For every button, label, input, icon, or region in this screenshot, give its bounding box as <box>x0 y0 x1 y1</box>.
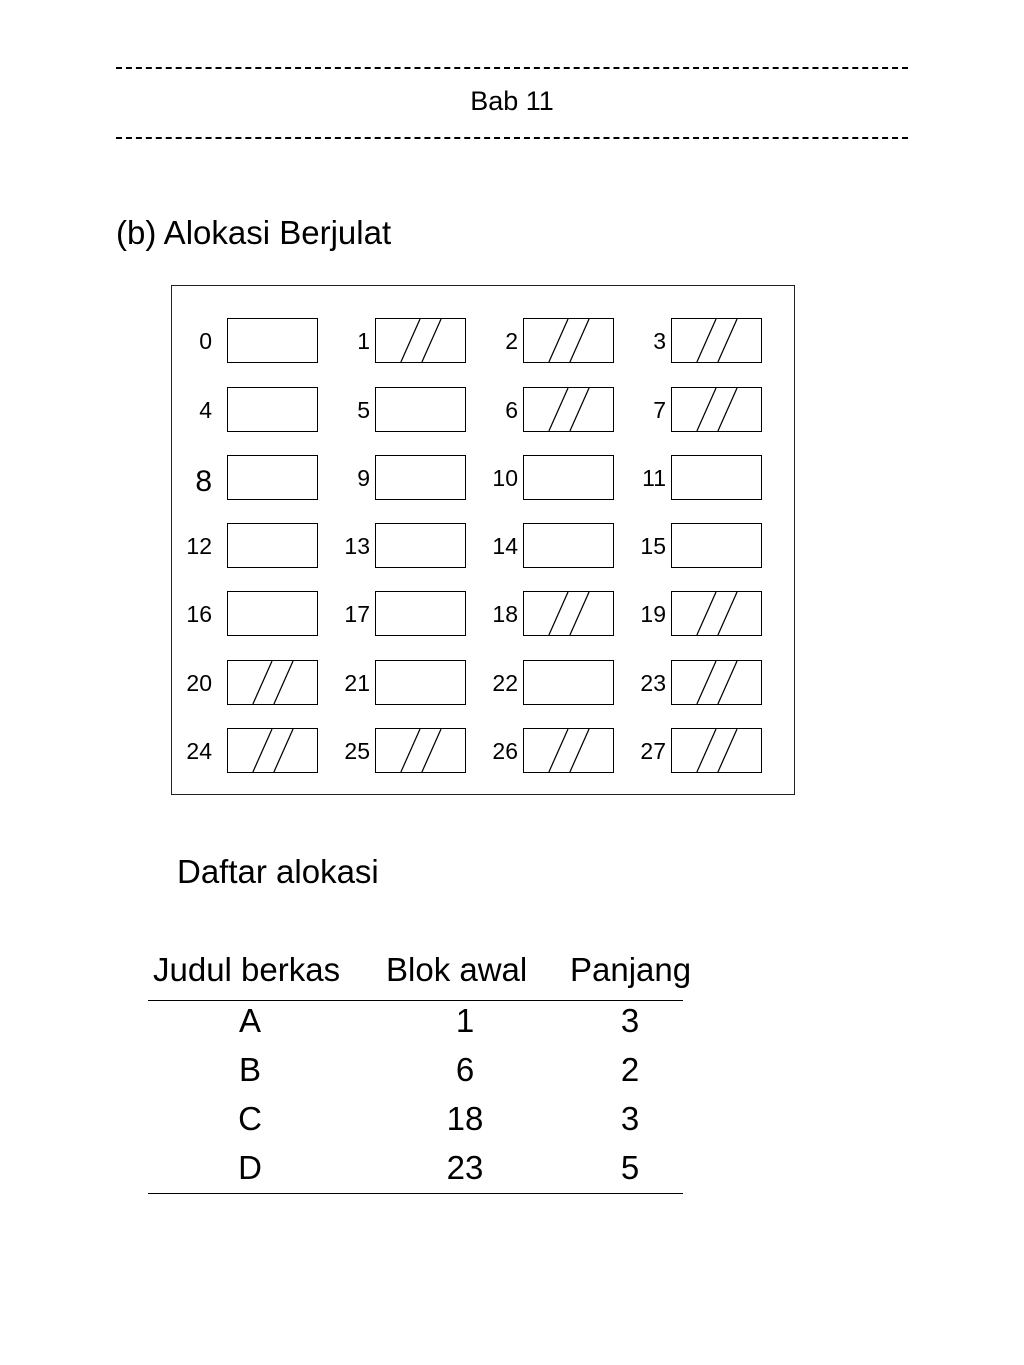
block-free <box>671 523 762 568</box>
block-number: 19 <box>640 601 666 627</box>
block-free <box>375 455 466 500</box>
block-free <box>227 455 318 500</box>
block-used <box>671 728 762 773</box>
block-free <box>375 591 466 636</box>
allocation-list-title: Daftar alokasi <box>177 853 379 890</box>
block-free <box>227 318 318 363</box>
block-used <box>523 387 614 432</box>
chapter-label: Bab 11 <box>470 86 554 116</box>
col-header-length: Panjang <box>570 951 692 988</box>
block-number: 2 <box>505 328 518 354</box>
table-cell-file: D <box>238 1149 262 1186</box>
hatch-mark <box>672 729 761 772</box>
block-used <box>227 660 318 705</box>
hatch-mark <box>672 661 761 704</box>
block-free <box>227 387 318 432</box>
block-used <box>523 591 614 636</box>
block-number: 11 <box>642 465 666 491</box>
block-free <box>375 660 466 705</box>
section-title: (b) Alokasi Berjulat <box>116 214 392 251</box>
block-number: 6 <box>505 397 518 423</box>
table-cell-file: C <box>238 1100 262 1137</box>
block-used <box>227 728 318 773</box>
col-header-file-name: Judul berkas <box>153 951 341 988</box>
block-number: 13 <box>344 533 370 559</box>
header-rule-bottom <box>116 137 908 139</box>
block-number: 1 <box>357 328 370 354</box>
hatch-mark <box>376 319 465 362</box>
block-number: 27 <box>640 738 666 764</box>
block-number: 9 <box>357 465 370 491</box>
block-used <box>523 728 614 773</box>
block-number: 22 <box>492 670 518 696</box>
hatch-mark <box>228 661 317 704</box>
block-free <box>227 591 318 636</box>
block-number: 17 <box>344 601 370 627</box>
block-number: 20 <box>186 670 212 696</box>
block-number: 0 <box>199 328 212 354</box>
block-free <box>523 660 614 705</box>
block-number: 10 <box>492 465 518 491</box>
table-cell-length: 3 <box>620 1100 640 1137</box>
hatch-mark <box>672 592 761 635</box>
table-cell-start: 6 <box>455 1051 475 1088</box>
block-used <box>671 591 762 636</box>
table-cell-start: 23 <box>446 1149 484 1186</box>
block-free <box>375 387 466 432</box>
table-bottom-rule <box>148 1193 683 1194</box>
block-free <box>227 523 318 568</box>
table-cell-file: A <box>238 1002 261 1039</box>
block-free <box>523 523 614 568</box>
block-number: 24 <box>186 738 212 764</box>
block-number: 25 <box>344 738 370 764</box>
table-cell-file: B <box>238 1051 261 1088</box>
block-used <box>375 728 466 773</box>
block-number: 12 <box>186 533 212 559</box>
table-cell-start: 18 <box>446 1100 484 1137</box>
block-number: 23 <box>640 670 666 696</box>
table-cell-start: 1 <box>455 1002 475 1039</box>
hatch-mark <box>524 319 613 362</box>
block-free <box>671 455 762 500</box>
block-free <box>523 455 614 500</box>
block-free <box>375 523 466 568</box>
hatch-mark <box>228 729 317 772</box>
table-header-rule <box>148 1000 683 1001</box>
block-number: 4 <box>199 397 212 423</box>
hatch-mark <box>376 729 465 772</box>
block-used <box>523 318 614 363</box>
block-used <box>671 660 762 705</box>
block-number: 14 <box>492 533 518 559</box>
hatch-mark <box>524 388 613 431</box>
block-number: 5 <box>357 397 370 423</box>
table-cell-length: 2 <box>620 1051 640 1088</box>
block-number: 16 <box>186 601 212 627</box>
block-number: 26 <box>492 738 518 764</box>
block-number: 3 <box>653 328 666 354</box>
block-used <box>671 318 762 363</box>
hatch-mark <box>524 592 613 635</box>
col-header-start-block: Blok awal <box>386 951 528 988</box>
table-cell-length: 5 <box>620 1149 640 1186</box>
hatch-mark <box>524 729 613 772</box>
hatch-mark <box>672 388 761 431</box>
header-rule-top <box>116 67 908 69</box>
block-used <box>671 387 762 432</box>
block-number: 8 <box>195 465 212 498</box>
block-number: 15 <box>640 533 666 559</box>
block-number: 21 <box>344 670 370 696</box>
block-used <box>375 318 466 363</box>
block-number: 18 <box>492 601 518 627</box>
block-number: 7 <box>653 397 666 423</box>
table-cell-length: 3 <box>620 1002 640 1039</box>
hatch-mark <box>672 319 761 362</box>
